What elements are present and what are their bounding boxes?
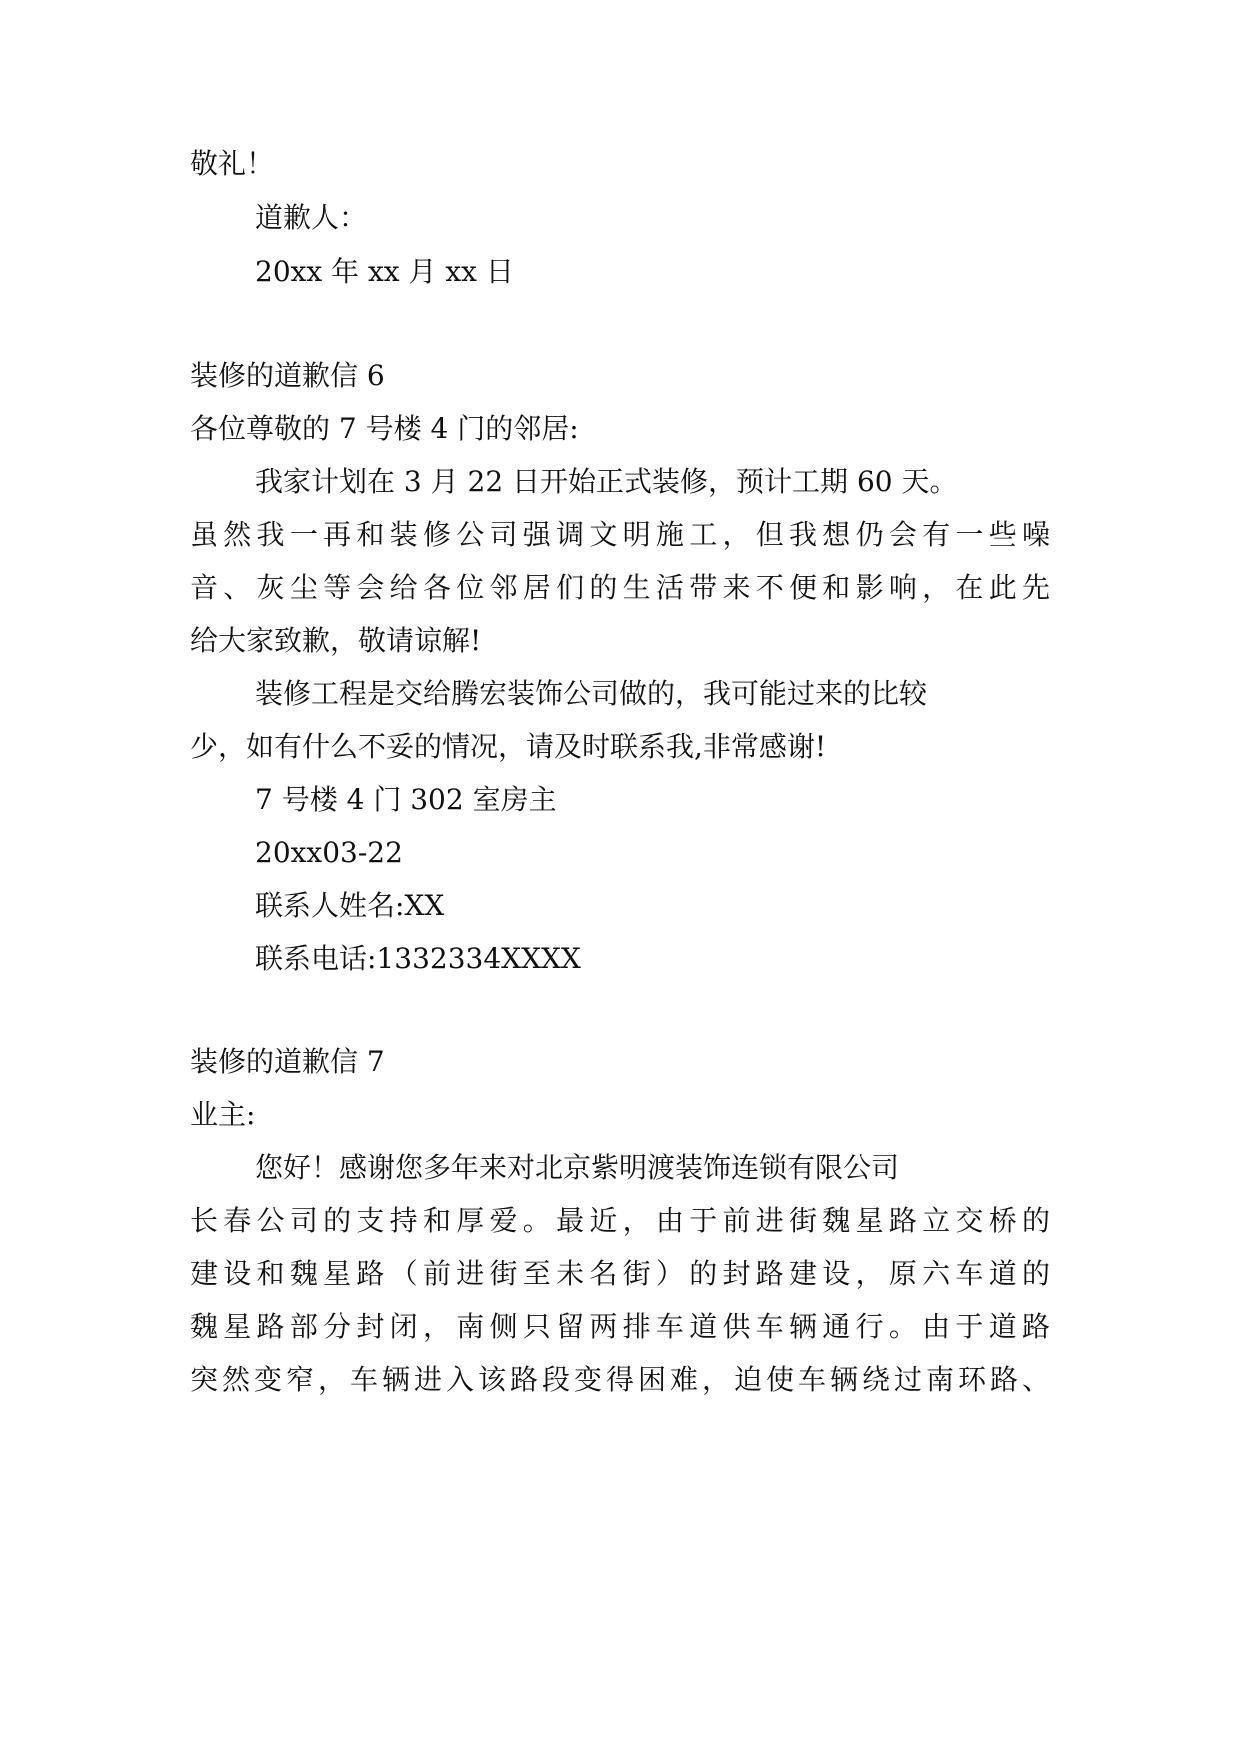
letter-7-title: 装修的道歉信 7 (190, 1045, 385, 1078)
closing-salute: 敬礼！ (190, 147, 275, 180)
letter-7-para1-line: 魏星路部分封闭，南侧只留两排车道供车辆通行。由于道路 (190, 1310, 1050, 1343)
letter-6-para2-line: 少，如有什么不妥的情况，请及时联系我,非常感谢! (190, 730, 827, 763)
letter-7-para1-line: 长春公司的支持和厚爱。最近，由于前进街魏星路立交桥的 (190, 1204, 1050, 1237)
letter-6-date: 20xx03-22 (255, 836, 403, 869)
letter-6-contact-phone: 联系电话:1332334XXXX (255, 942, 581, 975)
letter-6-para2-line: 装修工程是交给腾宏装饰公司做的，我可能过来的比较 (255, 677, 928, 710)
letter-6-contact-name: 联系人姓名:XX (255, 889, 445, 922)
letter-7-para1-line: 您好！感谢您多年来对北京紫明渡装饰连锁有限公司 (255, 1151, 900, 1184)
letter-7-para1-line: 突然变窄，车辆进入该路段变得困难，迫使车辆绕过南环路、 (190, 1363, 1050, 1396)
letter-6-greeting: 各位尊敬的 7 号楼 4 门的邻居: (190, 412, 579, 445)
apology-signer: 道歉人： (255, 201, 368, 234)
letter-7-greeting: 业主: (190, 1098, 256, 1131)
letter-6-signature: 7 号楼 4 门 302 室房主 (255, 783, 557, 816)
letter-7-para1-line: 建设和魏星路（前进街至未名街）的封路建设，原六车道的 (190, 1257, 1050, 1290)
apology-date: 20xx 年 xx 月 xx 日 (255, 255, 514, 288)
letter-6-para1-line: 虽然我一再和装修公司强调文明施工，但我想仍会有一些噪 (190, 518, 1050, 551)
letter-6-title: 装修的道歉信 6 (190, 359, 385, 392)
letter-6-para1-line: 音、灰尘等会给各位邻居们的生活带来不便和影响，在此先 (190, 571, 1050, 604)
letter-6-para1-line: 给大家致歉，敬请谅解! (190, 624, 482, 657)
letter-6-para1-line: 我家计划在 3 月 22 日开始正式装修，预计工期 60 天。 (255, 465, 958, 498)
